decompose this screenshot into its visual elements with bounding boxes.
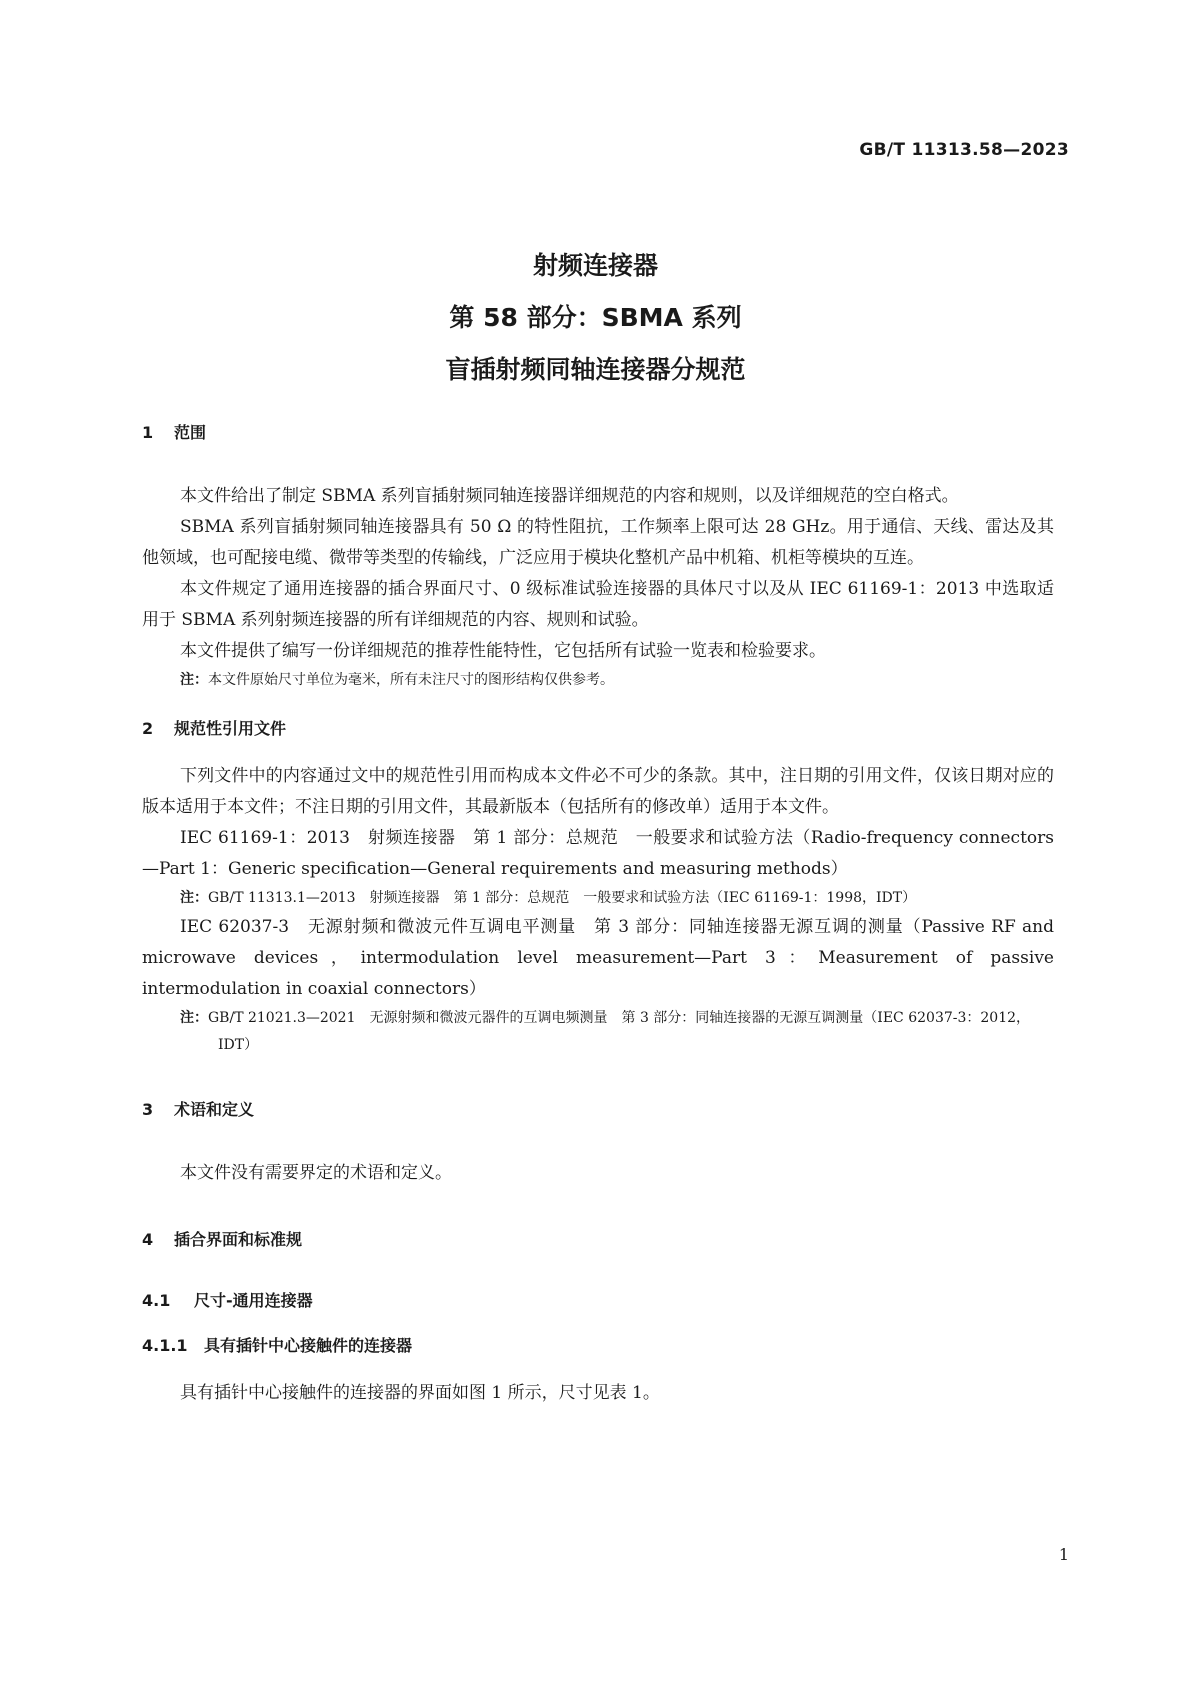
document-title bbox=[0, 240, 1191, 396]
paragraph: 下列文件中的内容通过文中的规范性引用而构成本文件必不可少的条款。其中，注日期的引用文件，仅该日期对应的版本适用于本文件；不注日期的引用文件，其最新版本（包括所有的修改单）适用于本文件。 bbox=[142, 766, 1054, 817]
document-body bbox=[142, 420, 1054, 1409]
paragraph: 本文件没有需要界定的术语和定义。 bbox=[180, 1163, 452, 1183]
note-label: 注： bbox=[180, 672, 208, 688]
paragraph: 本文件规定了通用连接器的插合界面尺寸、0 级标准试验连接器的具体尺寸以及从 IEC 61169-1：2013 中选取适用于 SBMA 系列射频连接器的所有详细规范的内容、规则和试验。 bbox=[142, 579, 1054, 630]
section-title: 范围 bbox=[174, 423, 207, 442]
note-text: 本文件原始尺寸单位为毫米，所有未注尺寸的图形结构仅供参考。 bbox=[208, 672, 614, 688]
page-number: 1 bbox=[1058, 1545, 1069, 1564]
paragraph: 本文件给出了制定 SBMA 系列盲插射频同轴连接器详细规范的内容和规则，以及详细规范的空白格式。 bbox=[180, 486, 959, 506]
standard-number: GB/T 11313.58—2023 bbox=[859, 140, 1069, 160]
note bbox=[142, 667, 1054, 694]
section-3-heading bbox=[142, 1097, 1054, 1120]
section-4-1-1-heading bbox=[142, 1333, 1054, 1356]
note bbox=[142, 885, 1054, 912]
title-line-1: 射频连接器 bbox=[532, 251, 658, 280]
section-title: 术语和定义 bbox=[174, 1100, 255, 1119]
note-text: GB/T 21021.3—2021 无源射频和微波元器件的互调电频测量 第 3 部分：同轴连接器的无源互调测量（IEC 62037-3：2012，IDT） bbox=[208, 1010, 1031, 1053]
section-title: 具有插针中心接触件的连接器 bbox=[204, 1336, 413, 1355]
note-label: 注： bbox=[180, 1010, 208, 1026]
note-text: GB/T 11313.1—2013 射频连接器 第 1 部分：总规范 一般要求和试验方法（IEC 61169-1：1998，IDT） bbox=[208, 890, 917, 906]
section-4-1-heading bbox=[142, 1288, 1054, 1311]
section-title: 尺寸-通用连接器 bbox=[194, 1291, 313, 1310]
section-title: 规范性引用文件 bbox=[174, 719, 287, 738]
title-line-3: 盲插射频同轴连接器分规范 bbox=[445, 355, 746, 384]
section-number: 3 bbox=[142, 1100, 154, 1119]
section-number: 2 bbox=[142, 719, 154, 738]
section-number: 4 bbox=[142, 1230, 154, 1249]
reference-entry: IEC 61169-1：2013 射频连接器 第 1 部分：总规范 一般要求和试验方法（Radio-frequency connectors—Part 1：Generic specification—General requirements and measuring methods） bbox=[142, 828, 1054, 879]
section-title: 插合界面和标准规 bbox=[174, 1230, 303, 1249]
paragraph: 具有插针中心接触件的连接器的界面如图 1 所示，尺寸见表 1。 bbox=[180, 1383, 660, 1403]
section-2-heading bbox=[142, 716, 1054, 739]
reference-entry: IEC 62037-3 无源射频和微波元件互调电平测量 第 3 部分：同轴连接器无源互调的测量（Passive RF and microwave devices，intermodulation level measurement—Part 3：Measurement of passive intermodulation in coaxial connectors） bbox=[142, 917, 1054, 999]
note-label: 注： bbox=[180, 890, 208, 906]
note bbox=[142, 1005, 1054, 1059]
section-4-heading bbox=[142, 1227, 1054, 1250]
section-number: 4.1 bbox=[142, 1291, 171, 1310]
section-number: 1 bbox=[142, 423, 154, 442]
title-line-2: 第 58 部分：SBMA 系列 bbox=[449, 303, 742, 332]
section-1-heading bbox=[142, 420, 1054, 443]
section-number: 4.1.1 bbox=[142, 1336, 188, 1355]
paragraph: 本文件提供了编写一份详细规范的推荐性能特性，它包括所有试验一览表和检验要求。 bbox=[180, 641, 826, 661]
paragraph: SBMA 系列盲插射频同轴连接器具有 50 Ω 的特性阻抗，工作频率上限可达 28 GHz。用于通信、天线、雷达及其他领域，也可配接电缆、微带等类型的传输线，广泛应用于模块化整机产品中机箱、机柜等模块的互连。 bbox=[142, 517, 1054, 568]
